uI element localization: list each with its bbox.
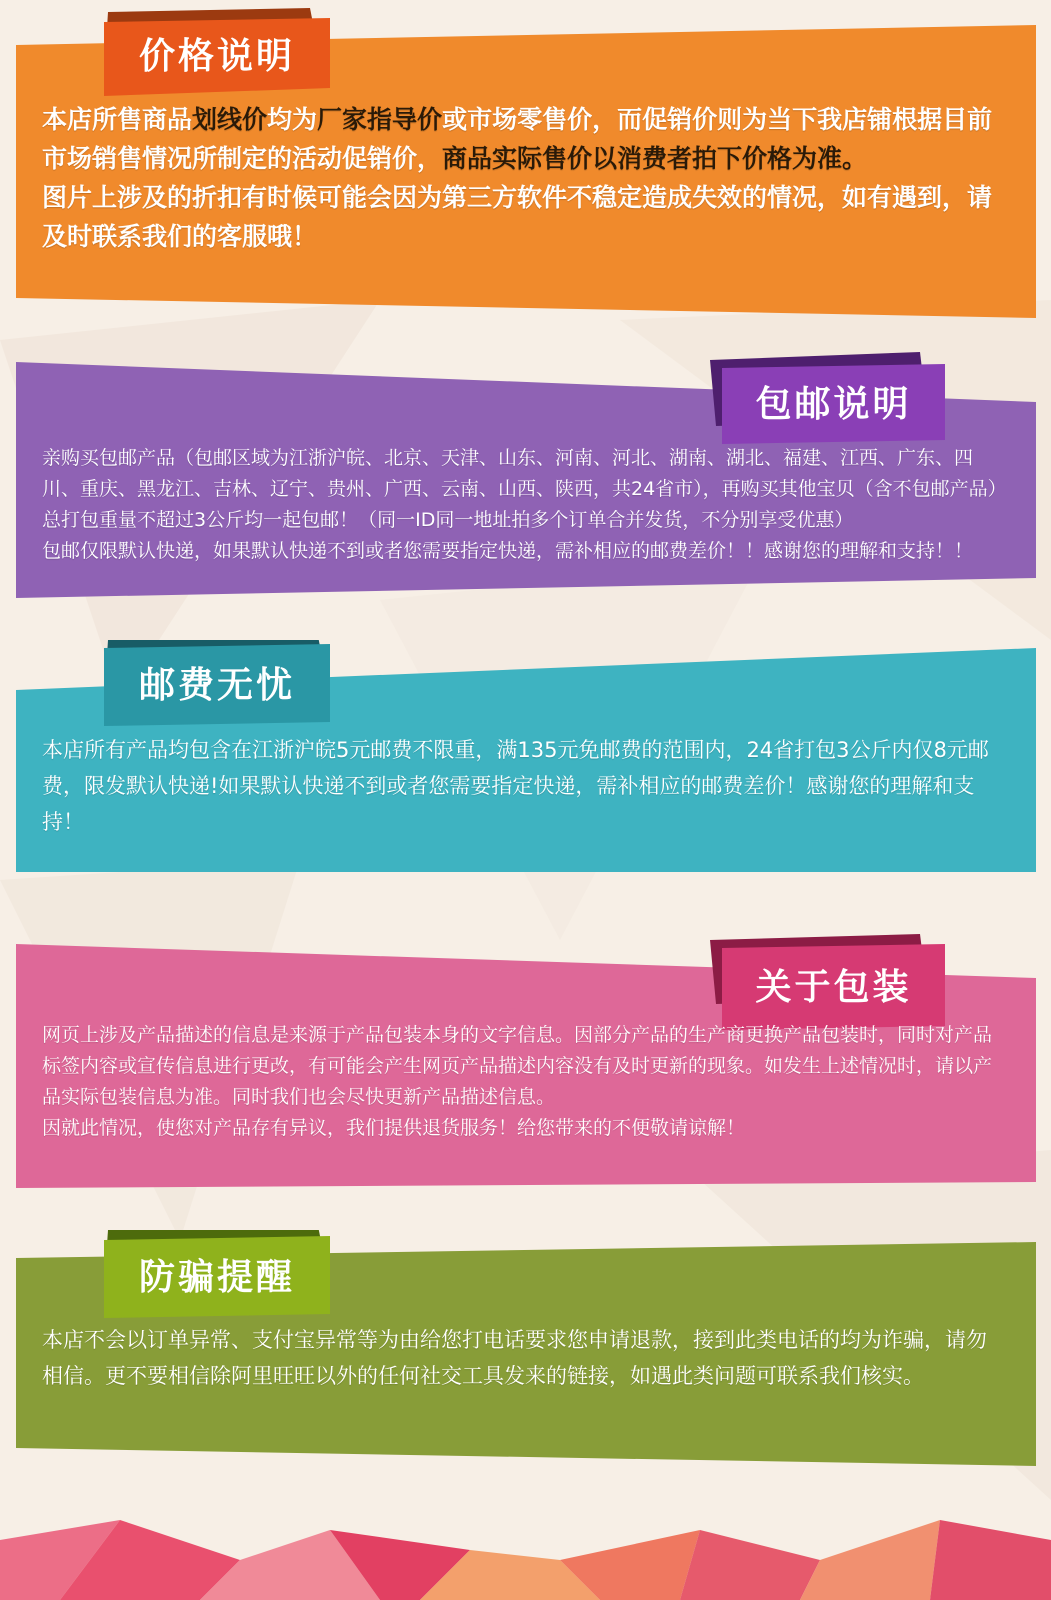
packaging-body xyxy=(42,1020,1002,1144)
fraud-paragraph-1: 本店不会以订单异常、支付宝异常等为由给您打电话要求您申请退款，接到此类电话的均为诈骗，请勿相信。更不要相信除阿里旺旺以外的任何社交工具发来的链接，如遇此类问题可联系我们核实。 xyxy=(42,1328,987,1388)
price-text-3: 或市场零售价，而促销价则为当下我店铺根据目前市场销售情况所制定的活动促销价， xyxy=(42,105,993,173)
price-title: 价格说明 xyxy=(138,36,295,77)
postage-paragraph-1: 本店所有产品均包含在江浙沪皖5元邮费不限重，满135元免邮费的范围内，24省打包3公斤内仅8元邮费，限发默认快递!如果默认快递不到或者您需要指定快递，需补相应的邮费差价！感谢您的理解和支持！ xyxy=(42,738,989,834)
price-body xyxy=(42,100,1002,256)
price-text-strikeprice: 划线价 xyxy=(192,105,268,134)
section-fraud xyxy=(0,1230,1051,1470)
shipping-paragraph-2: 包邮仅限默认快递，如果默认快递不到或者您需要指定快递，需补相应的邮费差价！！感谢您的理解和支持！！ xyxy=(42,540,974,562)
section-postage xyxy=(0,640,1051,900)
packaging-title: 关于包装 xyxy=(755,967,912,1008)
section-price xyxy=(0,0,1051,330)
shipping-paragraph-1: 亲购买包邮产品（包邮区域为江浙沪皖、北京、天津、山东、河南、河北、湖南、湖北、福建、江西、广东、四川、重庆、黑龙江、吉林、辽宁、贵州、广西、云南、山西、陕西，共24省市），再购买其他宝贝（含不包邮产品）总打包重量不超过3公斤均一起包邮！（同一ID同一地址拍多个订单合并发货，不分别享受优惠） xyxy=(42,447,998,531)
price-paragraph-1 xyxy=(42,100,1002,178)
price-text-2: 均为 xyxy=(267,105,318,134)
price-text-4: 图片上涉及的折扣有时候可能会因为第三方软件不稳定造成失效的情况，如有遇到，请及时联系我们的客服哦！ xyxy=(42,183,993,251)
packaging-paragraph-2: 因就此情况，使您对产品存有异议，我们提供退货服务！给您带来的不便敬请谅解！ xyxy=(42,1117,746,1139)
section-packaging xyxy=(0,930,1051,1200)
packaging-paragraph-1: 网页上涉及产品描述的信息是来源于产品包装本身的文字信息。因部分产品的生产商更换产品包装时，同时对产品标签内容或宣传信息进行更改，有可能会产生网页产品描述内容没有及时更新的现象。如发生上述情况时，请以产品实际包装信息为准。同时我们也会尽快更新产品描述信息。 xyxy=(42,1024,993,1108)
price-text-final: 商品实际售价以消费者拍下价格为准。 xyxy=(442,144,868,173)
section-shipping xyxy=(0,340,1051,620)
price-text-1: 本店所售商品 xyxy=(42,105,193,134)
fraud-body xyxy=(42,1322,1002,1394)
price-paragraph-2 xyxy=(42,178,1002,256)
fraud-title: 防骗提醒 xyxy=(138,1257,295,1298)
postage-body xyxy=(42,732,1002,840)
shipping-body xyxy=(42,443,1002,567)
postage-title: 邮费无忧 xyxy=(138,665,295,706)
shipping-title: 包邮说明 xyxy=(755,384,912,425)
price-text-guideprice: 厂家指导价 xyxy=(317,105,443,134)
